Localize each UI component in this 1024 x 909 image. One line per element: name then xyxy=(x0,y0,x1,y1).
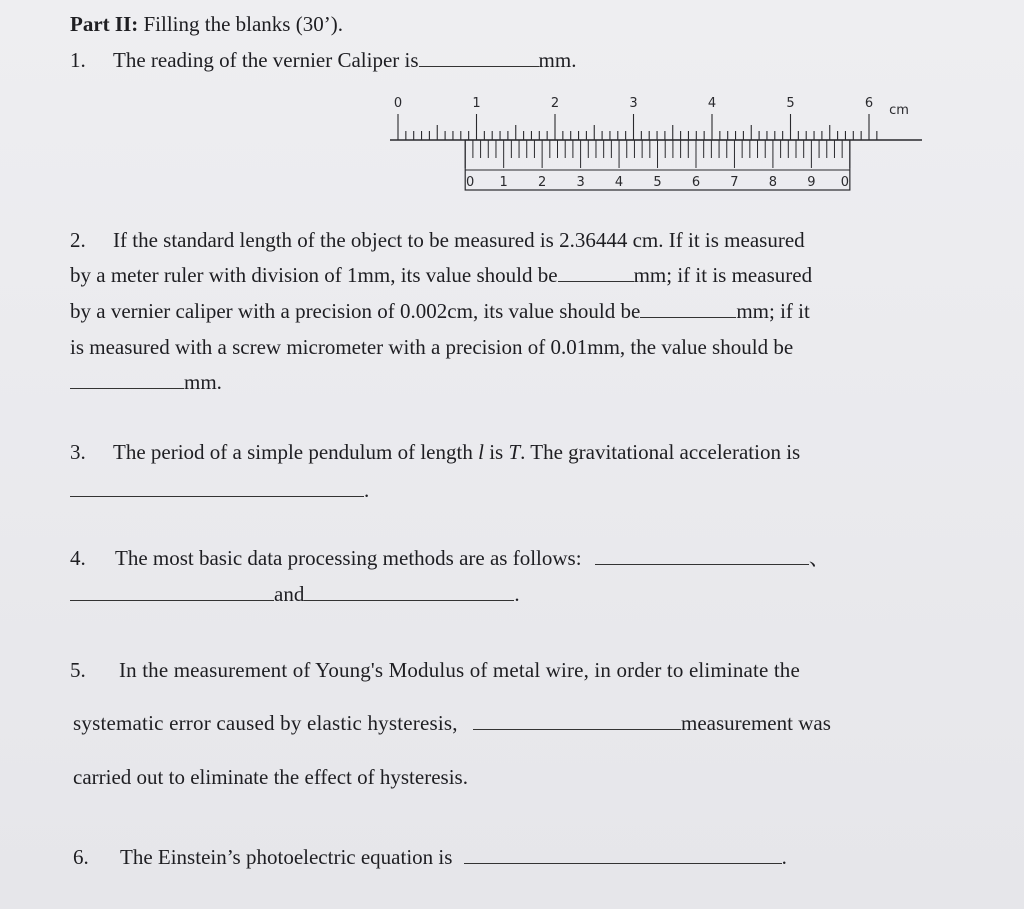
q2-ruler-blank[interactable] xyxy=(558,280,634,282)
vernier-label: 0 xyxy=(840,175,849,190)
vernier-label: 9 xyxy=(807,175,816,190)
q4-number: 4. xyxy=(70,546,86,570)
main-scale-unit: cm xyxy=(889,103,909,118)
main-scale-label: 5 xyxy=(786,96,795,111)
q4-end: . xyxy=(514,582,520,606)
q6-number: 6. xyxy=(73,845,89,869)
main-scale-label: 6 xyxy=(864,96,874,111)
question-1 xyxy=(70,50,576,71)
q2-micrometer-blank[interactable] xyxy=(70,387,184,389)
q4-text: The most basic data processing methods are as follows: xyxy=(115,546,582,570)
q2-line-4: is measured with a screw micrometer with a precision of 0.01mm, the value should be xyxy=(70,335,794,359)
question-5-line-1 xyxy=(70,660,800,681)
main-scale-label: 3 xyxy=(629,96,638,111)
q3-rest: . The gravitational acceleration is xyxy=(520,440,801,464)
q4-and: and xyxy=(274,582,305,606)
vernier-label: 0 xyxy=(466,175,475,190)
q2-line-1: If the standard length of the object to be measured is 2.36444 cm. If it is measured xyxy=(113,228,805,252)
q5-line-2b: measurement was xyxy=(681,711,831,735)
q2-line-3a: by a vernier caliper with a precision of 0.002cm, its value should be xyxy=(70,299,641,323)
q4-method-1-blank[interactable] xyxy=(595,563,809,565)
q6-text: The Einstein’s photoelectric equation is xyxy=(120,845,453,869)
q2-line-3b: mm; if it xyxy=(736,299,810,323)
q6-end: . xyxy=(781,845,787,869)
q3-length-symbol: l xyxy=(478,440,484,464)
question-5-line-2 xyxy=(73,713,831,734)
vernier-label: 2 xyxy=(537,175,547,190)
vernier-label: 4 xyxy=(614,175,624,190)
part-label: Part II: xyxy=(70,12,139,36)
question-5-line-3 xyxy=(73,767,468,788)
q5-method-blank[interactable] xyxy=(473,728,681,730)
vernier-label: 1 xyxy=(499,175,508,190)
part-description: Filling the blanks (30’). xyxy=(138,12,343,36)
q4-separator: 、 xyxy=(808,546,830,570)
question-2-line-2 xyxy=(70,265,812,286)
vernier-caliper-diagram xyxy=(380,88,940,200)
q3-is: is xyxy=(483,440,509,464)
vernier-label: 3 xyxy=(576,175,585,190)
q5-line-3: carried out to eliminate the effect of hysteresis. xyxy=(73,765,468,789)
q5-line-1: In the measurement of Young's Modulus of metal wire, in order to eliminate the xyxy=(119,658,800,682)
question-3 xyxy=(70,442,800,463)
question-4-line-2 xyxy=(70,584,520,605)
main-scale-label: 0 xyxy=(393,96,403,111)
q1-number: 1. xyxy=(70,48,86,72)
question-2-line-1 xyxy=(70,230,805,251)
question-2-line-4 xyxy=(70,337,793,358)
q1-text: The reading of the vernier Caliper is xyxy=(113,48,419,72)
q4-method-2-blank[interactable] xyxy=(70,599,274,601)
q2-caliper-blank[interactable] xyxy=(640,316,736,318)
question-6 xyxy=(73,847,787,868)
q1-answer-blank[interactable] xyxy=(419,65,539,67)
question-2-line-5 xyxy=(70,372,222,393)
vernier-label: 8 xyxy=(768,175,778,190)
main-scale-label: 4 xyxy=(707,96,717,111)
q2-line-2a: by a meter ruler with division of 1mm, its value should be xyxy=(70,263,558,287)
q3-answer-blank[interactable] xyxy=(70,495,364,497)
q2-line-2b: mm; if it is measured xyxy=(633,263,813,287)
main-scale-label: 2 xyxy=(550,96,560,111)
vernier-label: 6 xyxy=(691,175,701,190)
q2-number: 2. xyxy=(70,228,86,252)
vernier-label: 5 xyxy=(653,175,662,190)
q3-end: . xyxy=(364,478,370,502)
vernier-label: 7 xyxy=(730,175,739,190)
main-scale xyxy=(390,96,922,140)
q4-method-3-blank[interactable] xyxy=(304,599,514,601)
q3-text: The period of a simple pendulum of length xyxy=(113,440,473,464)
question-2-line-3 xyxy=(70,301,810,322)
vernier-scale xyxy=(465,140,850,190)
q3-number: 3. xyxy=(70,440,86,464)
question-4 xyxy=(70,548,830,569)
part-title xyxy=(70,14,343,35)
q5-line-2a: systematic error caused by elastic hysteresis, xyxy=(73,711,458,735)
q1-unit: mm. xyxy=(538,48,577,72)
q3-period-symbol: T xyxy=(508,440,521,464)
q5-number: 5. xyxy=(70,658,86,682)
main-scale-label: 1 xyxy=(472,96,481,111)
question-3-answer-line xyxy=(70,480,369,501)
q2-line-5: mm. xyxy=(184,370,222,394)
q6-answer-blank[interactable] xyxy=(464,862,782,864)
